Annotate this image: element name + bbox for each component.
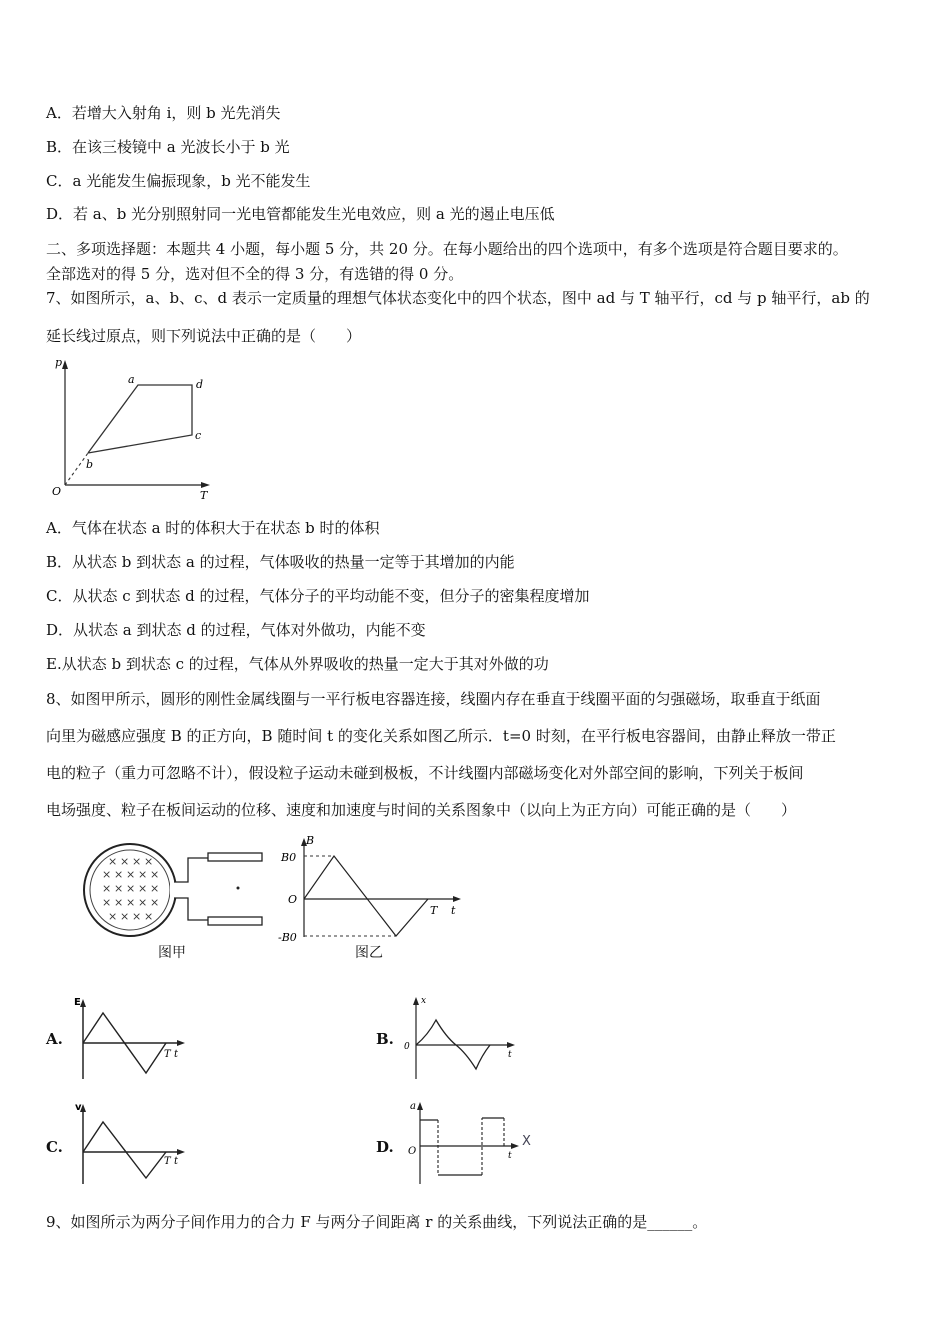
choice-d-t-axis: t <box>508 1151 512 1161</box>
q8-choice-d-graph <box>398 1098 543 1188</box>
q7-option-b: B．从状态 b 到状态 a 的过程，气体吸收的热量一定等于其增加的内能 <box>46 553 515 571</box>
fig-yi-origin: O <box>288 893 298 906</box>
q6-option-c: C．a 光能发生偏振现象，b 光不能发生 <box>46 172 311 190</box>
q8-choice-d-letter: D. <box>376 1138 394 1156</box>
q7-point-b: b <box>86 458 94 471</box>
field-mark: × <box>102 882 112 895</box>
q7-option-a: A．气体在状态 a 时的体积大于在状态 b 时的体积 <box>46 519 380 537</box>
fig-yi-b0-label: B0 <box>281 851 297 864</box>
choice-a-y-axis: E <box>74 997 81 1008</box>
q7-point-d: d <box>196 378 204 391</box>
choice-d-origin: O <box>408 1146 417 1157</box>
choice-d-extra-mark: X <box>522 1134 531 1149</box>
section2-instructions-line1: 二、多项选择题：本题共 4 小题，每小题 5 分，共 20 分。在每小题给出的四个选项中，有多个选项是符合题目要求的。 <box>46 240 848 258</box>
q6-option-a: A．若增大入射角 i，则 b 光先消失 <box>46 104 281 122</box>
fig-jia-caption: 图甲 <box>158 945 186 961</box>
field-mark: × <box>144 855 154 868</box>
field-mark: × <box>102 896 112 909</box>
section2-instructions-line2: 全部选对的得 5 分，选对但不全的得 3 分，有选错的得 0 分。 <box>46 265 464 283</box>
field-mark: × <box>126 868 136 881</box>
choice-c-t-label: T <box>164 1156 171 1167</box>
q8-choice-c-graph <box>68 1100 193 1190</box>
field-mark: × <box>150 882 160 895</box>
q7-point-a: a <box>128 373 135 386</box>
q6-option-d: D．若 a、b 光分别照射同一光电管都能发生光电效应，则 a 光的遏止电压低 <box>46 205 555 223</box>
q8-stem-line4: 电场强度、粒子在板间运动的位移、速度和加速度与时间的关系图象中（以向上为正方向）可能正确的是（ ） <box>46 801 797 819</box>
q7-pt-diagram <box>40 350 230 505</box>
fig-yi-t-axis: t <box>451 904 456 917</box>
fig-yi-caption: 图乙 <box>355 945 383 961</box>
q8-choice-c-letter: C. <box>46 1138 63 1156</box>
q7-origin-label: O <box>52 485 62 498</box>
choice-c-y-axis: v <box>75 1102 82 1113</box>
field-mark: × <box>132 855 142 868</box>
choice-c-t-axis: t <box>174 1156 179 1167</box>
q7-option-d: D．从状态 a 到状态 d 的过程，气体对外做功，内能不变 <box>46 621 426 639</box>
q7-option-e: E.从状态 b 到状态 c 的过程，气体从外界吸收的热量一定大于其对外做的功 <box>46 655 549 673</box>
field-mark: × <box>108 910 118 923</box>
field-mark: × <box>114 868 124 881</box>
q8-choice-b-letter: B. <box>376 1030 394 1048</box>
q7-p-axis-label: p <box>55 356 63 369</box>
field-mark: × <box>132 910 142 923</box>
choice-b-origin: 0 <box>404 1042 410 1052</box>
q8-choice-a-graph <box>68 995 193 1085</box>
field-mark: × <box>114 896 124 909</box>
field-mark: × <box>120 855 130 868</box>
field-mark: × <box>102 868 112 881</box>
field-mark: × <box>114 882 124 895</box>
field-mark: × <box>138 882 148 895</box>
choice-a-t-label: T <box>164 1049 171 1060</box>
q8-stem-line1: 8、如图甲所示，圆形的刚性金属线圈与一平行板电容器连接，线圈内存在垂直于线圈平面的匀强磁场，取垂直于纸面 <box>46 690 821 708</box>
choice-d-y-axis: a <box>410 1101 416 1112</box>
field-mark: × <box>150 868 160 881</box>
fig-yi-neg-b0-label: -B0 <box>278 931 297 944</box>
q8-fig-yi-b-t-graph <box>278 832 468 944</box>
q7-stem-line1: 7、如图所示，a、b、c、d 表示一定质量的理想气体状态变化中的四个状态，图中 ad 与 T 轴平行，cd 与 p 轴平行，ab 的 <box>46 289 870 307</box>
q7-point-c: c <box>195 429 202 442</box>
field-mark: × <box>120 910 130 923</box>
choice-b-t-axis: t <box>508 1050 512 1060</box>
q8-choice-b-graph <box>398 993 523 1083</box>
field-mark: × <box>138 868 148 881</box>
q8-choice-a-letter: A. <box>46 1030 63 1048</box>
q8-fig-jia-coil-capacitor <box>78 840 278 945</box>
q8-stem-line3: 电的粒子（重力可忽略不计），假设粒子运动未碰到极板，不计线圈内部磁场变化对外部空间的影响，下列关于板间 <box>46 764 804 782</box>
field-mark: × <box>150 896 160 909</box>
q7-option-c: C．从状态 c 到状态 d 的过程，气体分子的平均动能不变，但分子的密集程度增加 <box>46 587 590 605</box>
field-mark: × <box>144 910 154 923</box>
field-mark: × <box>108 855 118 868</box>
q9-stem: 9、如图所示为两分子间作用力的合力 F 与两分子间距离 r 的关系曲线，下列说法正确的是______。 <box>46 1213 708 1231</box>
fig-yi-b-axis: B <box>306 834 315 847</box>
q8-stem-line2: 向里为磁感应强度 B 的正方向，B 随时间 t 的变化关系如图乙所示．t=0 时刻，在平行板电容器间，由静止释放一带正 <box>46 727 836 745</box>
q7-t-axis-label: T <box>200 489 208 502</box>
field-mark: × <box>126 882 136 895</box>
field-mark: × <box>138 896 148 909</box>
q6-option-b: B．在该三棱镜中 a 光波长小于 b 光 <box>46 138 290 156</box>
fig-yi-t-label: T <box>430 904 438 917</box>
q7-stem-line2: 延长线过原点，则下列说法中正确的是（ ） <box>46 327 362 345</box>
choice-b-y-axis: x <box>421 996 427 1006</box>
choice-a-t-axis: t <box>174 1049 179 1060</box>
field-mark: × <box>126 896 136 909</box>
